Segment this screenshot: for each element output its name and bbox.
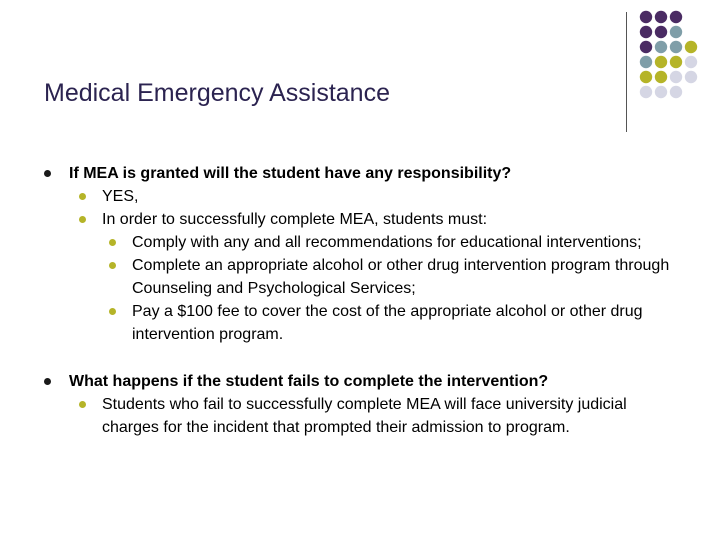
decorative-dot — [685, 41, 697, 53]
decorative-dot — [685, 56, 697, 68]
bullet-text: If MEA is granted will the student have any responsibility? — [69, 165, 512, 182]
requirement-item — [44, 231, 684, 254]
bullet-dot-icon — [109, 308, 116, 315]
decorative-dot — [670, 41, 682, 53]
decorative-dot — [655, 86, 667, 98]
decorative-dot — [655, 41, 667, 53]
bullet-dot-icon — [109, 239, 116, 246]
bullet-dot-icon — [79, 401, 86, 408]
bullet-text: Students who fail to successfully complete MEA will face university judicial charges for the incident that prompted their admission to program. — [102, 396, 627, 436]
spacer — [44, 346, 684, 370]
decorative-dot — [685, 71, 697, 83]
bullet-text: YES, — [102, 188, 139, 205]
bullet-dot-icon — [109, 262, 116, 269]
decorative-dot — [640, 26, 652, 38]
decorative-dot — [640, 56, 652, 68]
decorative-dot — [655, 11, 667, 23]
sub-bullet-requirements — [44, 208, 684, 231]
slide-title: Medical Emergency Assistance — [44, 79, 390, 107]
decorative-dot — [670, 86, 682, 98]
bullet-dot-icon — [79, 216, 86, 223]
bullet-question-failure — [44, 370, 684, 393]
decorative-dot — [655, 71, 667, 83]
bullet-text: In order to successfully complete MEA, students must: — [102, 211, 488, 228]
divider-line — [626, 12, 627, 132]
decorative-dot — [670, 26, 682, 38]
bullet-text: Comply with any and all recommendations for educational interventions; — [132, 234, 642, 251]
bullet-dot-icon — [79, 193, 86, 200]
sub-bullet-yes — [44, 185, 684, 208]
bullet-text: What happens if the student fails to complete the intervention? — [69, 373, 549, 390]
decorative-dot — [640, 86, 652, 98]
bullet-text: Complete an appropriate alcohol or other drug intervention program through Counseling and Psychological Services; — [132, 257, 670, 297]
decorative-dot — [670, 71, 682, 83]
bullet-dot-icon — [44, 170, 51, 177]
decorative-dot — [670, 11, 682, 23]
requirement-item — [44, 300, 684, 346]
bullet-dot-icon — [44, 378, 51, 385]
decorative-dot — [640, 71, 652, 83]
slide-body — [44, 162, 684, 439]
requirement-item — [44, 254, 684, 300]
bullet-question-responsibility — [44, 162, 684, 185]
decorative-dot — [640, 11, 652, 23]
decorative-dot — [655, 26, 667, 38]
decorative-dot — [655, 56, 667, 68]
decorative-dot-grid — [0, 0, 720, 140]
decorative-dot — [670, 56, 682, 68]
decorative-dot — [640, 41, 652, 53]
sub-bullet-consequence — [44, 393, 684, 439]
bullet-text: Pay a $100 fee to cover the cost of the appropriate alcohol or other drug intervention program. — [132, 303, 643, 343]
